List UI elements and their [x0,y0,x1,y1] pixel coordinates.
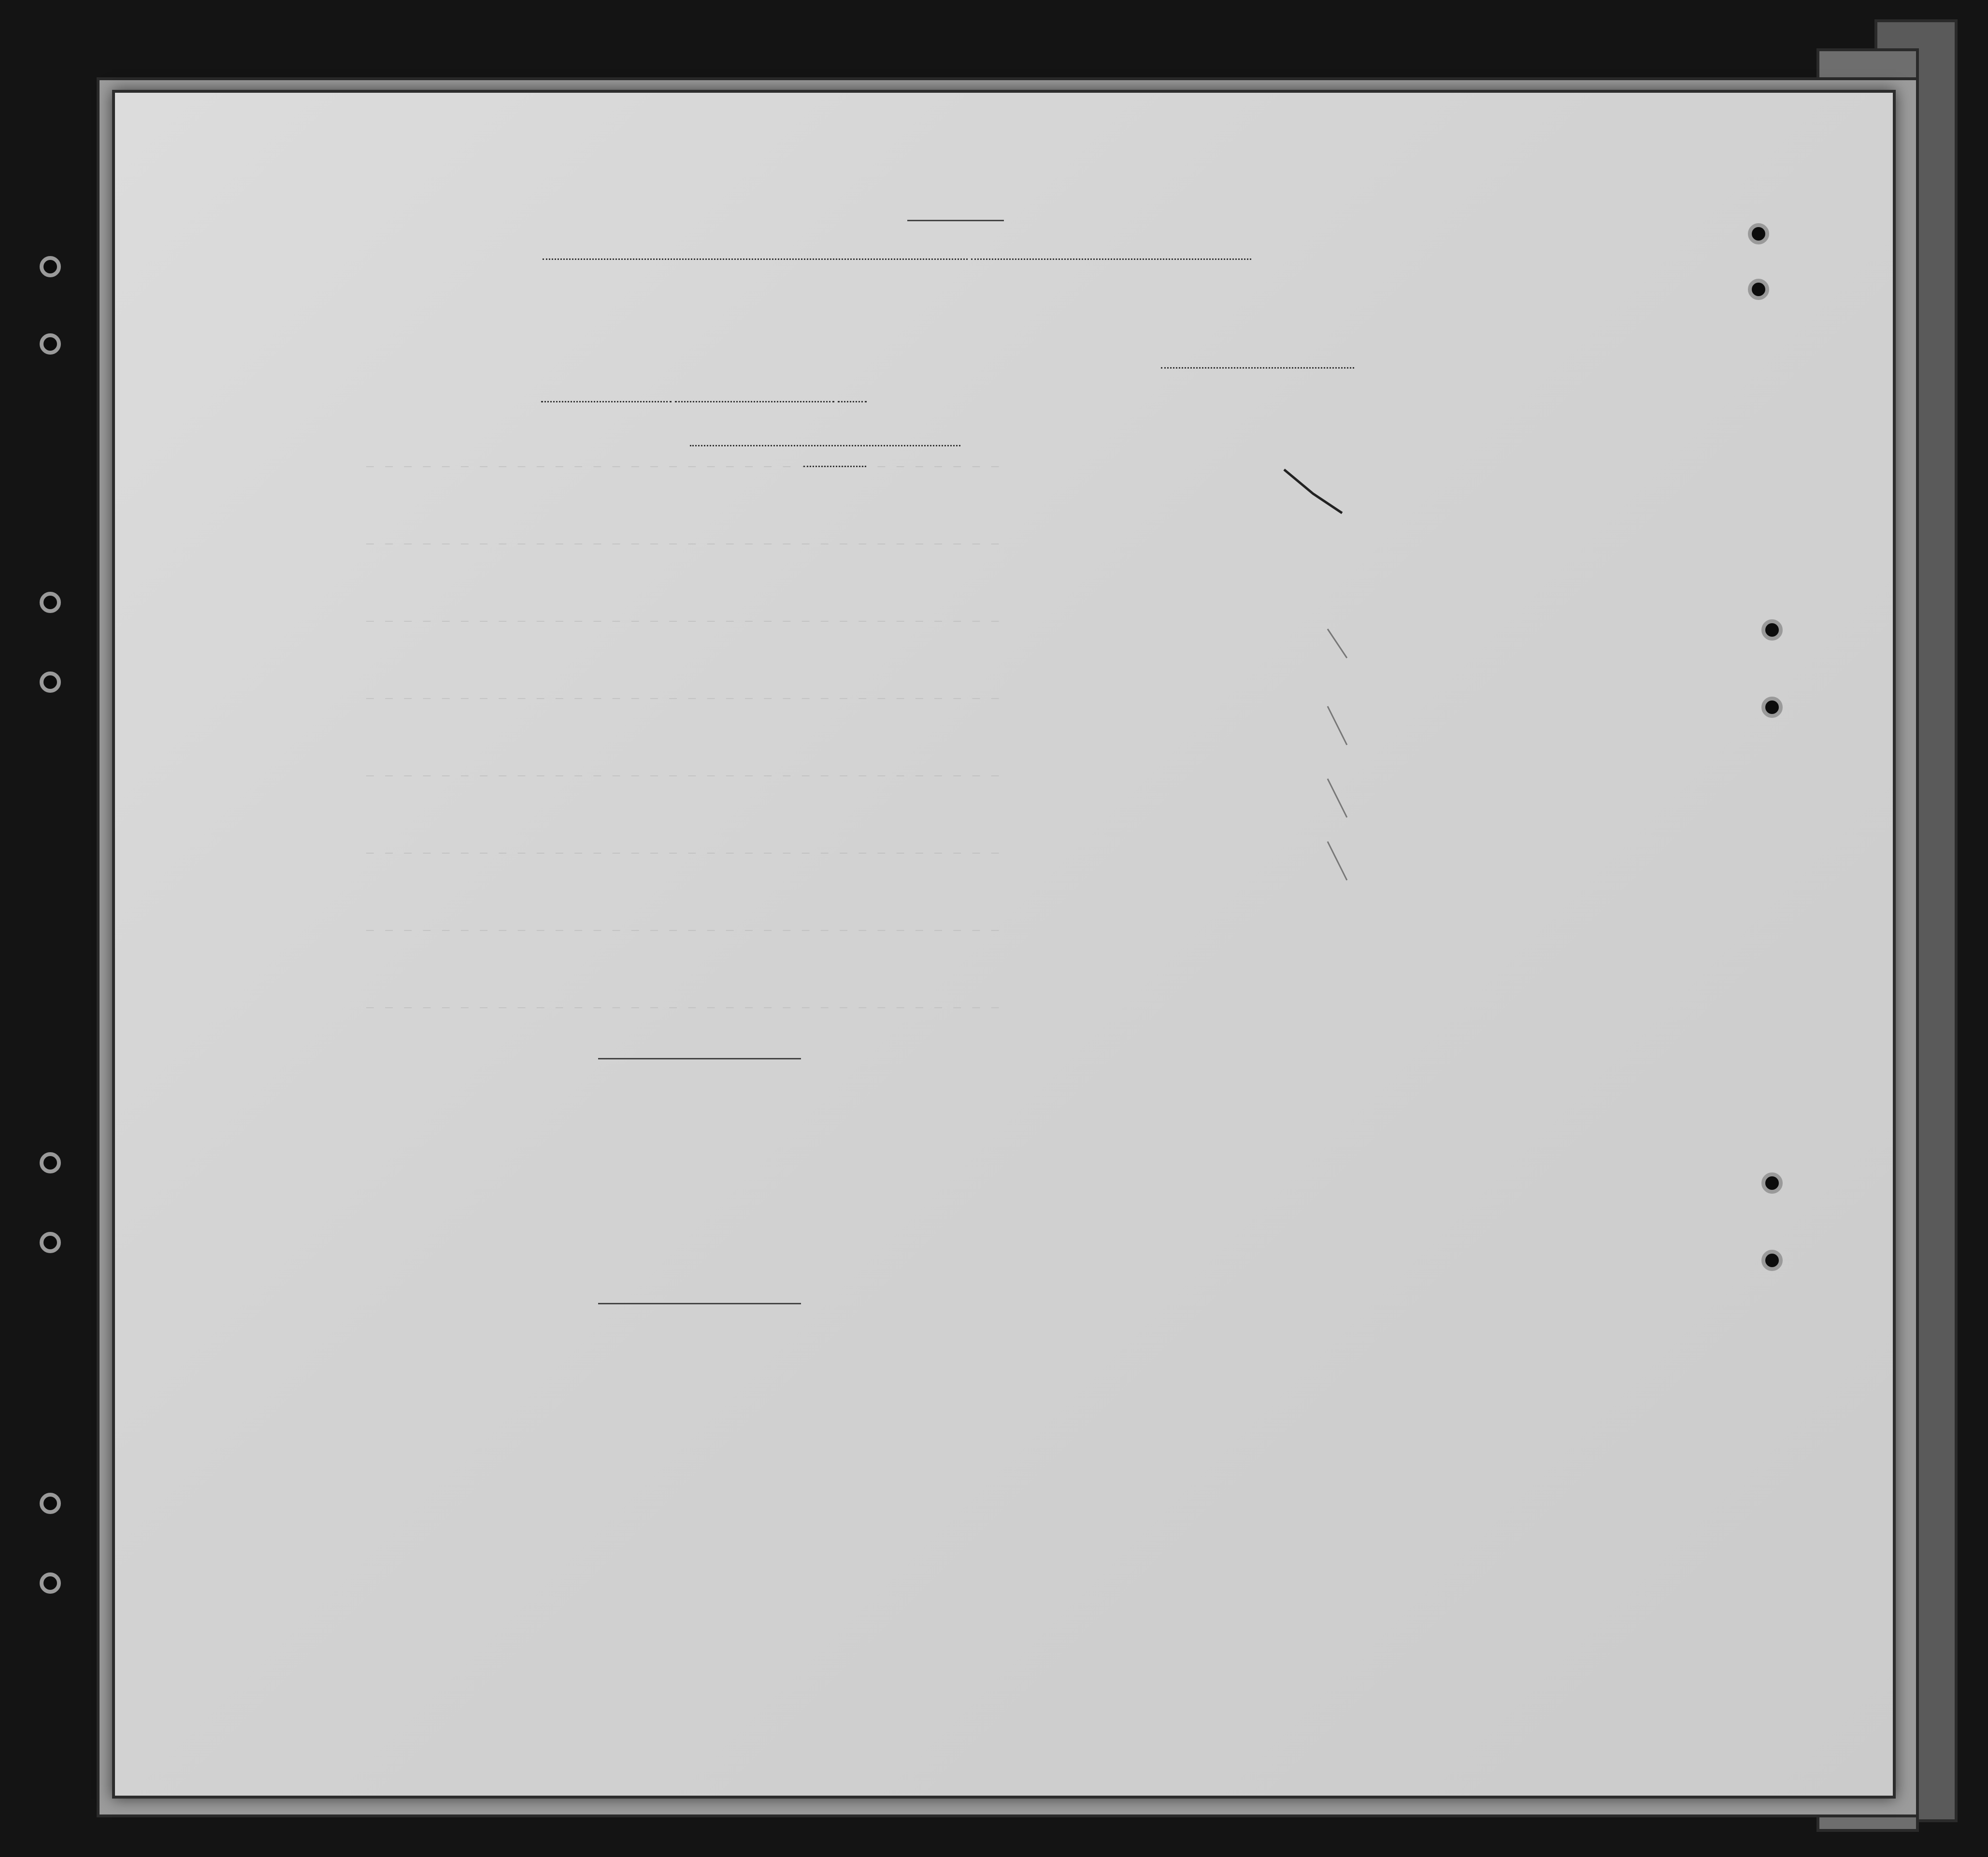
races-left-column [1255,1032,1439,1675]
notice-rule [598,1058,801,1059]
name-blank[interactable] [543,258,968,260]
manifest-page [112,90,1896,1799]
inspector-dots [803,465,866,467]
binder-hole-1 [40,256,61,277]
bleed-through-text: ─ ─ ─ ─ ─ ─ ─ ─ ─ ─ ─ ─ ─ ─ ─ ─ ─ ─ ─ ─ ─ ─ ─ ─ ─ ─ ─ ─ ─ ─ ─ ─ ─ ─ ─ ─ ─ ─ ─ ─ ─ ─ ─ ─ ─ ─ ─ ─ ─ ─ ─ ─ ─ ─ ─ ─ ─ ─ ─ ─ ─ ─ ─ ─ ─ ─ ─ ─ ─ ─ ─ ─ ─ ─ ─ ─ ─ ─ ─ ─ ─ ─ ─ ─ ─ ─ ─ ─ ─ ─ ─ ─ ─ ─ ─ ─ ─ ─ ─ ─ ─ ─ ─ ─ ─ ─ ─ ─ ─ ─ ─ ─ ─ ─ ─ ─ ─ ─ ─ ─ ─ ─ ─ ─ ─ ─ ─ ─ ─ ─ ─ ─ ─ ─ ─ ─ ─ ─ ─ ─ ─ ─ ─ ─ ─ ─ ─ ─ ─ ─ ─ ─ ─ ─ ─ ─ ─ ─ ─ ─ ─ ─ ─ ─ ─ ─ ─ ─ ─ ─ ─ ─ ─ ─ ─ ─ ─ ─ ─ ─ ─ ─ ─ ─ ─ ─ ─ ─ ─ ─ ─ ─ ─ ─ ─ ─ ─ ─ ─ ─ ─ ─ ─ ─ ─ ─ ─ ─ ─ ─ ─ ─ ─ ─ ─ ─ ─ ─ ─ ─ ─ ─ ─ ─ ─ ─ ─ ─ ─ ─ ─ ─ ─ ─ ─ ─ ─ ─ ─ ─ ─ ─ ─ ─ ─ ─ ─ ─ ─ ─ ─ ─ ─ ─ ─ ─ ─ ─ ─ ─ ─ ─ ─ ─ ─ ─ ─ ─ ─ ─ ─ ─ [366,460,1001,1015]
inspector-signature-blank[interactable] [690,444,960,446]
page-hole-6 [1761,1250,1783,1271]
vessel-blank[interactable] [971,258,1251,260]
page-hole-1 [1748,223,1769,244]
pen-stroke-marks [1154,368,1395,900]
races-right-column [1449,1032,1701,1675]
day-blank[interactable] [541,400,672,402]
master-signature-blank[interactable] [1161,367,1354,369]
binder-hole-2 [40,333,61,355]
binder-hole-4 [40,671,61,693]
declaration-line [543,248,1251,264]
binder-hole-5 [40,1152,61,1173]
binder-hole-3 [40,592,61,613]
extract-1917-rule [598,1303,801,1304]
page-hole-2 [1748,279,1769,300]
binder-hole-6 [40,1232,61,1253]
year-blank[interactable] [838,400,867,402]
inspector-line [803,457,866,471]
affidavit-title-rule [907,220,1004,221]
binder-hole-7 [40,1493,61,1514]
month-blank[interactable] [675,400,834,402]
binder-hole-8 [40,1572,61,1594]
sworn-line [541,391,867,406]
